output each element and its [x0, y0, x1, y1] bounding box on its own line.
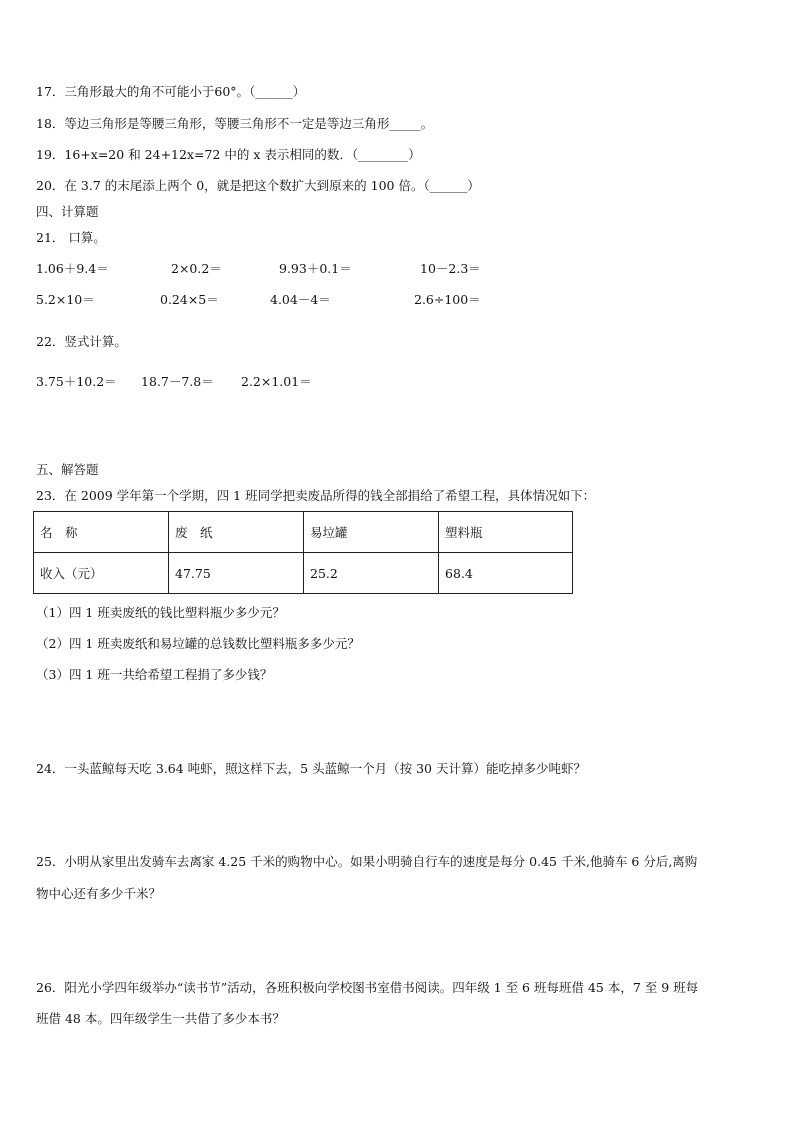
question-26-line-1: 26．阳光小学四年级举办“读书节”活动，各班积极向学校图书室借书阅读。四年级 1 至 6 班每班借 45 本，7 至 9 班每 — [36, 980, 699, 995]
table-cell: 47.75 — [169, 553, 304, 594]
table-cell: 收入（元） — [34, 553, 169, 594]
table-header-row — [34, 512, 573, 553]
oral-calc-item: 10－2.3＝ — [420, 261, 481, 276]
question-23-title: 23．在 2009 学年第一个学期，四 1 班同学把卖废品所得的钱全部捐给了希望工程，具体情况如下： — [36, 488, 596, 503]
vertical-calc-item: 2.2×1.01＝ — [241, 374, 312, 389]
table-cell: 25.2 — [304, 553, 439, 594]
oral-calc-item: 2×0.2＝ — [171, 261, 222, 276]
oral-calc-item: 1.06＋9.4＝ — [36, 261, 109, 276]
question-23-sub-2: （2）四 1 班卖废纸和易垃罐的总钱数比塑料瓶多多少元？ — [36, 636, 360, 651]
section-5-title: 五、解答题 — [36, 462, 99, 477]
oral-calc-item: 9.93＋0.1＝ — [279, 261, 352, 276]
donation-table — [33, 511, 573, 594]
section-4-title: 四、计算题 — [36, 204, 99, 219]
question-22-title: 22．竖式计算。 — [36, 334, 127, 349]
question-19: 19．16+x=20 和 24+12x=72 中的 x 表示相同的数．（________） — [36, 147, 421, 162]
question-23-sub-3: （3）四 1 班一共给希望工程捐了多少钱？ — [36, 667, 273, 682]
vertical-calc-item: 18.7－7.8＝ — [141, 374, 214, 389]
question-26-line-2: 班借 48 本。四年级学生一共借了多少本书？ — [36, 1011, 285, 1026]
vertical-calc-item: 3.75＋10.2＝ — [36, 374, 117, 389]
question-17: 17．三角形最大的角不可能小于60°。（______） — [36, 84, 306, 99]
table-row — [34, 553, 573, 594]
question-23-sub-1: （1）四 1 班卖废纸的钱比塑料瓶少多少元？ — [36, 605, 285, 620]
question-25-line-2: 物中心还有多少千米？ — [36, 886, 162, 901]
table-cell: 名 称 — [34, 512, 169, 553]
table-cell: 易垃罐 — [304, 512, 439, 553]
oral-calc-item: 5.2×10＝ — [36, 292, 95, 307]
question-24: 24．一头蓝鲸每天吃 3.64 吨虾，照这样下去，5 头蓝鲸一个月（按 30 天计算）能吃掉多少吨虾？ — [36, 761, 586, 776]
question-21-title: 21． 口算。 — [36, 230, 106, 245]
oral-calc-item: 2.6÷100＝ — [414, 292, 481, 307]
question-18: 18．等边三角形是等腰三角形，等腰三角形不一定是等边三角形_____。 — [36, 116, 434, 131]
oral-calc-item: 0.24×5＝ — [160, 292, 219, 307]
question-20: 20．在 3.7 的末尾添上两个 0，就是把这个数扩大到原来的 100 倍。（______） — [36, 178, 480, 193]
table-cell: 塑料瓶 — [439, 512, 573, 553]
table-cell: 废 纸 — [169, 512, 304, 553]
table-cell: 68.4 — [439, 553, 573, 594]
oral-calc-item: 4.04－4＝ — [270, 292, 331, 307]
question-25-line-1: 25．小明从家里出发骑车去离家 4.25 千米的购物中心。如果小明骑自行车的速度是每分 0.45 千米,他骑车 6 分后,离购 — [36, 854, 698, 869]
